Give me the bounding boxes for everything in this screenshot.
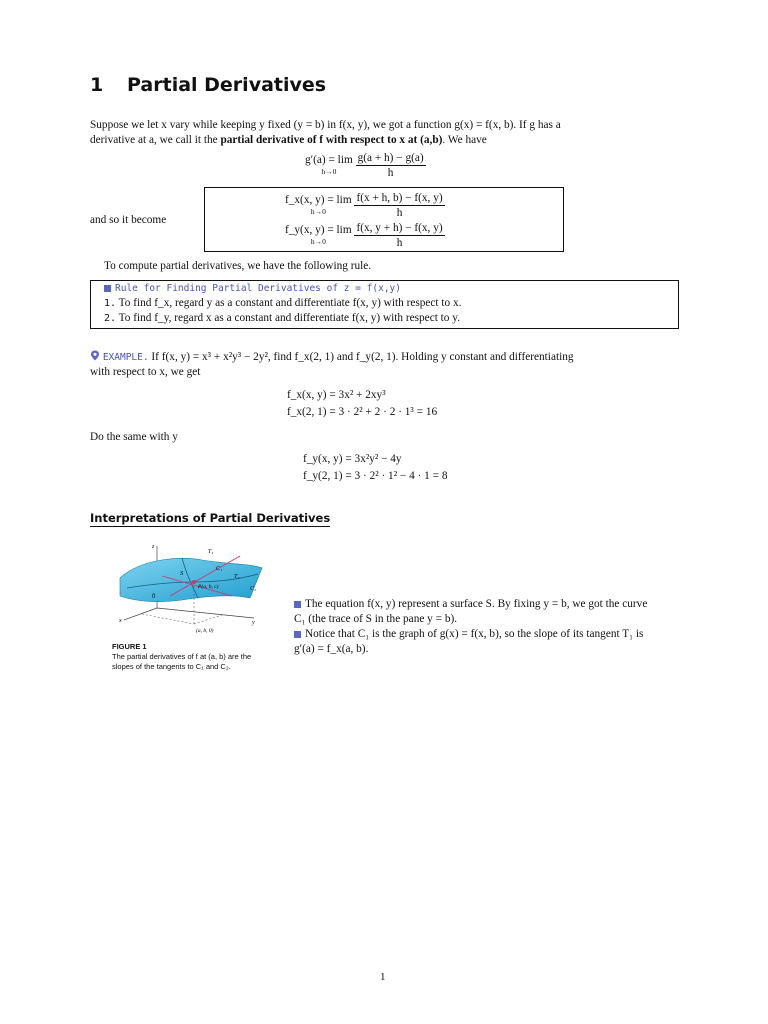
- label-ab0: (a, b, 0): [196, 628, 214, 634]
- interpretations-heading: Interpretations of Partial Derivatives: [90, 511, 331, 525]
- rule-box-title: Rule for Finding Partial Derivatives of z = f(x,y): [104, 283, 401, 294]
- rule-item-1: 1. To find f_x, regard y as a constant and differentiate f(x, y) with respect to x.: [104, 297, 462, 309]
- intro-paragraph: [90, 118, 690, 148]
- intro-line-1: Suppose we let x vary while keeping y fixed (y = b) in f(x, y), we got a function g(x) = f(x, b). If g has a: [90, 119, 561, 131]
- example-eq-4: f_y(2, 1) = 3 · 2² · 1² − 4 · 1 = 8: [303, 470, 448, 482]
- example-eq-2: f_x(2, 1) = 3 · 2² + 2 · 2 · 1³ = 16: [287, 406, 438, 418]
- example-paragraph: [90, 350, 690, 380]
- label-T1: T₁: [208, 549, 214, 555]
- same-with-y: Do the same with y: [90, 431, 178, 443]
- map-pin-icon: [90, 350, 100, 361]
- surface-S: [120, 558, 262, 601]
- label-y: y: [252, 620, 255, 626]
- x-axis: [124, 608, 157, 620]
- become-text: and so it become: [90, 214, 167, 226]
- figure-label: FIGURE 1: [112, 642, 147, 651]
- formula-fx: f_x(x, y) = lim h→0 $\frac{f(x + h, b) - f(x, y)}{h}$: [285, 192, 443, 219]
- label-x: x: [119, 618, 122, 624]
- interp-bullet-1: The equation f(x, y) represent a surface S. By fixing y = b, we got the curve C₁ (the trace of S in the pane y = b).: [294, 598, 648, 625]
- example-eq-3: f_y(x, y) = 3x²y² − 4y: [303, 453, 402, 465]
- square-bullet-icon: [294, 631, 301, 638]
- label-C1: C₁: [216, 566, 223, 572]
- figure-1: [112, 538, 264, 706]
- intro-bold-term: partial derivative of f with respect to x at (a,b): [220, 134, 443, 146]
- label-origin: 0: [152, 594, 156, 600]
- example-line-2: with respect to x, we get: [90, 366, 201, 378]
- label-T2: T₂: [234, 574, 240, 580]
- intro-line-2: derivative at a, we call it the partial derivative of f with respect to x at (a,b). We have: [90, 134, 487, 146]
- square-bullet-icon: [104, 285, 111, 292]
- y-axis: [157, 608, 254, 618]
- interp-bullets: [294, 597, 650, 657]
- section-title: Partial Derivatives: [127, 74, 327, 96]
- example-line-1: If f(x, y) = x³ + x²y³ − 2y², find f_x(2, 1) and f_y(2, 1). Holding y constant and differentiating: [151, 351, 574, 363]
- interp-bullet-2: Notice that C₁ is the graph of g(x) = f(x, b), so the slope of its tangent T₁ is g′(a) = f_x(a, b).: [294, 628, 644, 655]
- formula-g-prime: g′(a) = lim h→0 $\frac{g(a + h) - g(a)}{h}$: [305, 152, 424, 179]
- figure-caption: The partial derivatives of f at (a, b) are the slopes of the tangents to C₁ and C₂.: [112, 652, 252, 671]
- example-label: EXAMPLE.: [102, 352, 149, 363]
- label-P: P(a, b, c): [198, 584, 219, 590]
- label-S: S: [180, 570, 184, 577]
- example-eq-1: f_x(x, y) = 3x² + 2xy³: [287, 389, 386, 401]
- label-C2: C₂: [250, 586, 257, 592]
- rule-intro: To compute partial derivatives, we have the following rule.: [104, 260, 372, 272]
- page-number: 1: [380, 971, 386, 983]
- surface-figure: [112, 538, 264, 638]
- square-bullet-icon: [294, 601, 301, 608]
- section-number: 1: [90, 74, 104, 96]
- label-z: z: [152, 544, 155, 550]
- rule-item-2: 2. To find f_y, regard x as a constant and differentiate f(x, y) with respect to y.: [104, 312, 461, 324]
- formula-fy: f_y(x, y) = lim h→0 $\frac{f(x, y + h) - f(x, y)}{h}$: [285, 222, 443, 249]
